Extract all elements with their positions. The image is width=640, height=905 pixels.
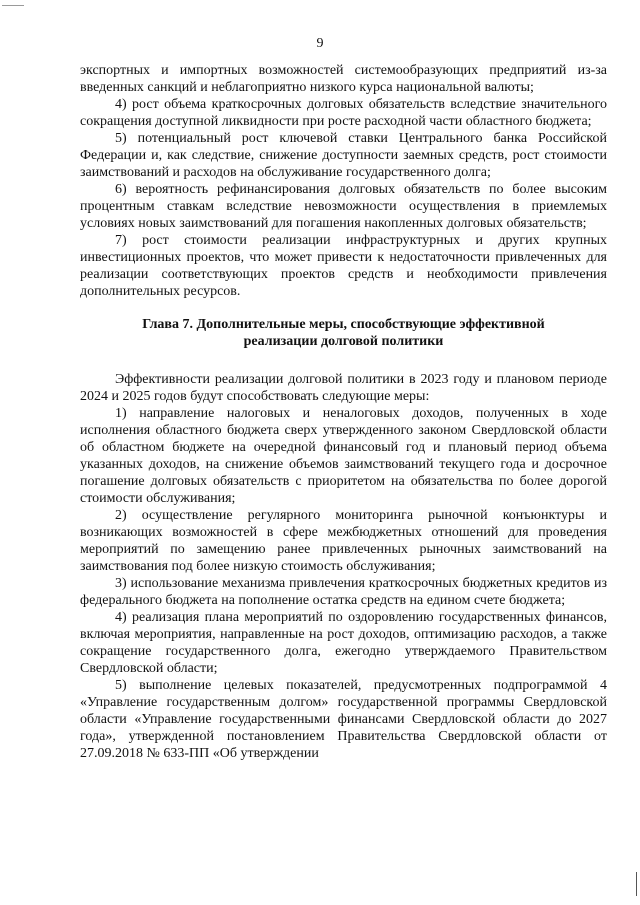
risk-item-5: 5) потенциальный рост ключевой ставки Центрального банка Российской Федерации и, как следствие, снижение доступности заемных средств, рост стоимости заимствований и расходов на обслуживание государственного долга; (80, 131, 607, 180)
document-body (80, 62, 607, 762)
measure-item-3: 3) использование механизма привлечения краткосрочных бюджетных кредитов из федерального бюджета на пополнение остатка средств на едином счете бюджета; (80, 576, 607, 608)
measure-item-5: 5) выполнение целевых показателей, предусмотренных подпрограммой 4 «Управление государственным долгом» государственной программы Свердловской области «Управление государственными финансами Свердловской области до 2027 года», утвержденной постановлением Правительства Свердловской области от 27.09.2018 № 633-ПП «Об утверждении (80, 678, 607, 761)
risk-item-4: 4) рост объема краткосрочных долговых обязательств вследствие значительного сокращения доступной ликвидности при росте расходной части областного бюджета; (80, 97, 607, 129)
measure-item-4: 4) реализация плана мероприятий по оздоровлению государственных финансов, включая мероприятия, направленные на рост доходов, оптимизацию расходов, а также сокращение государственного долга, ежегодно утверждаемого Правительством Свердловской области; (80, 610, 607, 676)
measure-item-2: 2) осуществление регулярного мониторинга рыночной конъюнктуры и возникающих возможностей в сфере межбюджетных отношений для проведения мероприятий по замещению ранее привлеченных рыночных заимствований на заимствования под более низкую стоимость обслуживания; (80, 508, 607, 574)
measure-item-1: 1) направление налоговых и неналоговых доходов, полученных в ходе исполнения областного бюджета сверх утвержденного законом Свердловской области об областном бюджете на очередной финансовый год и плановый период объема указанных доходов, на снижение объемов заимствований текущего года и досрочное погашение долговых обязательств с приоритетом на обязательства по более дорогой стоимости обслуживания; (80, 406, 607, 506)
scan-edge-mark (636, 872, 637, 896)
scan-corner-mark (2, 5, 24, 6)
page-number: 9 (316, 36, 324, 51)
measures-intro: Эффективности реализации долговой политики в 2023 году и плановом периоде 2024 и 2025 годов будут способствовать следующие меры: (80, 372, 607, 404)
risk-item-6: 6) вероятность рефинансирования долговых обязательств по более высоким процентным ставкам вследствие невозможности осуществления в приемлемых условиях новых заимствований для погашения накопленных долговых обязательств; (80, 182, 607, 231)
chapter-heading: Глава 7. Дополнительные меры, способствующие эффективной реализации долговой политики (142, 317, 545, 349)
paragraph-continuation: экспортных и импортных возможностей системообразующих предприятий из-за введенных санкций и неблагоприятно низкого курса национальной валюты; (80, 63, 607, 95)
risk-item-7: 7) рост стоимости реализации инфраструктурных и других крупных инвестиционных проектов, что может привести к недостаточности привлеченных для реализации соответствующих проектов средств и необходимости привлечения дополнительных ресурсов. (80, 233, 607, 299)
